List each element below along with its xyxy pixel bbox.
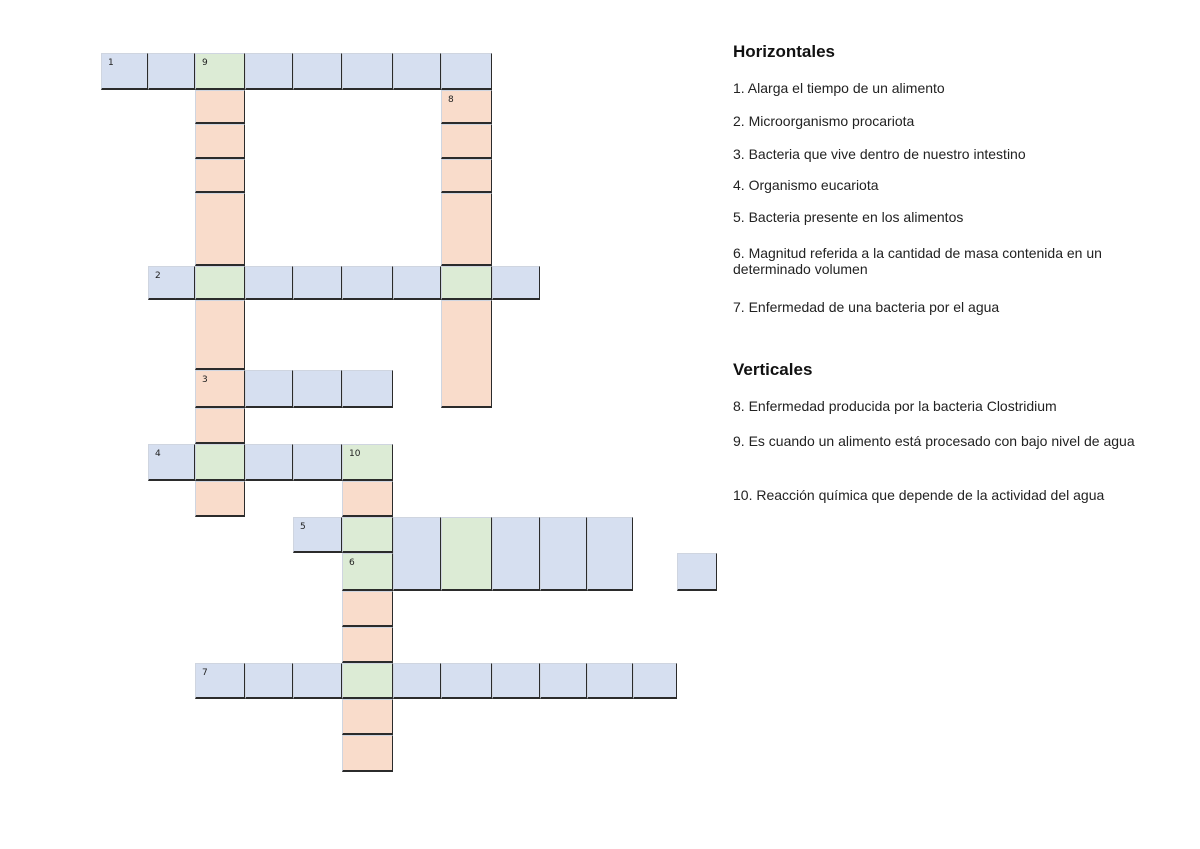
clue-v10: 10. Reacción química que depende de la actividad del agua — [733, 487, 1105, 503]
crossword-cell[interactable] — [293, 444, 342, 481]
crossword-cell[interactable] — [195, 124, 245, 159]
crossword-cell[interactable] — [441, 53, 492, 90]
vertical-heading: Verticales — [733, 360, 813, 379]
crossword-cell[interactable] — [293, 53, 342, 90]
crossword-cell[interactable] — [441, 663, 492, 699]
crossword-cell[interactable] — [342, 481, 393, 517]
crossword-cell[interactable] — [293, 517, 342, 553]
crossword-cell[interactable] — [492, 266, 540, 300]
crossword-cell[interactable] — [245, 53, 293, 90]
crossword-cell[interactable] — [393, 663, 441, 699]
cell-number: 6 — [349, 558, 355, 568]
crossword-cell[interactable] — [342, 591, 393, 627]
crossword-cell[interactable] — [492, 517, 540, 591]
crossword-cell[interactable] — [195, 408, 245, 444]
crossword-cell[interactable] — [393, 53, 441, 90]
crossword-cell[interactable] — [441, 193, 492, 266]
horizontal-heading: Horizontales — [733, 42, 836, 61]
crossword-cell[interactable] — [245, 444, 293, 481]
crossword-cell[interactable] — [441, 159, 492, 193]
clue-v9: 9. Es cuando un alimento está procesado con bajo nivel de agua — [733, 433, 1135, 449]
cell-number: 7 — [202, 668, 208, 678]
cell-number: 4 — [155, 449, 161, 459]
cell-number: 2 — [155, 271, 161, 281]
crossword-cell[interactable] — [540, 517, 587, 591]
crossword-cell[interactable] — [342, 735, 393, 772]
cell-number: 9 — [202, 58, 208, 68]
crossword-cell[interactable] — [195, 90, 245, 124]
crossword-cell[interactable] — [441, 300, 492, 408]
clue-h2: 2. Microorganismo procariota — [733, 113, 915, 129]
clue-h5: 5. Bacteria presente en los alimentos — [733, 209, 964, 225]
crossword-cell[interactable] — [492, 663, 540, 699]
crossword-cell[interactable] — [393, 517, 441, 591]
crossword-cell[interactable] — [540, 663, 587, 699]
crossword-cell[interactable] — [633, 663, 677, 699]
crossword-cell[interactable] — [293, 370, 342, 408]
clue-h1: 1. Alarga el tiempo de un alimento — [733, 80, 945, 96]
clue-h3: 3. Bacteria que vive dentro de nuestro intestino — [733, 146, 1026, 162]
crossword-cell[interactable] — [441, 266, 492, 300]
clue-h6: 6. Magnitud referida a la cantidad de masa contenida en un determinado volumen — [733, 245, 1102, 277]
crossword-cell[interactable] — [195, 53, 245, 90]
crossword-cell[interactable] — [245, 266, 293, 300]
clue-v8: 8. Enfermedad producida por la bacteria Clostridium — [733, 398, 1057, 414]
crossword-cell[interactable] — [441, 517, 492, 591]
crossword-cell[interactable] — [441, 124, 492, 159]
crossword-cell[interactable] — [587, 517, 633, 591]
crossword-cell[interactable] — [342, 627, 393, 663]
crossword-cell[interactable] — [342, 553, 393, 591]
clue-h4: 4. Organismo eucariota — [733, 177, 879, 193]
crossword-cell[interactable] — [195, 193, 245, 266]
crossword-cell[interactable] — [342, 663, 393, 699]
crossword-cell[interactable] — [195, 159, 245, 193]
crossword-cell[interactable] — [195, 370, 245, 408]
crossword-cell[interactable] — [342, 370, 393, 408]
crossword-cell[interactable] — [195, 300, 245, 370]
crossword-cell[interactable] — [245, 663, 293, 699]
crossword-cell[interactable] — [293, 663, 342, 699]
crossword-cell[interactable] — [342, 53, 393, 90]
crossword-cell[interactable] — [245, 370, 293, 408]
crossword-cell[interactable] — [677, 553, 717, 591]
crossword-cell[interactable] — [195, 444, 245, 481]
cell-number: 1 — [108, 58, 114, 68]
crossword-cell[interactable] — [148, 53, 195, 90]
cell-number: 5 — [300, 522, 306, 532]
clue-h7: 7. Enfermedad de una bacteria por el agua — [733, 299, 1000, 315]
crossword-cell[interactable] — [342, 444, 393, 481]
crossword-cell[interactable] — [342, 517, 393, 553]
crossword-cell[interactable] — [148, 444, 195, 481]
crossword-cell[interactable] — [441, 90, 492, 124]
crossword-cell[interactable] — [342, 699, 393, 735]
crossword-cell[interactable] — [195, 266, 245, 300]
crossword-cell[interactable] — [195, 663, 245, 699]
crossword-cell[interactable] — [101, 53, 148, 90]
cell-number: 10 — [349, 449, 361, 459]
crossword-cell[interactable] — [293, 266, 342, 300]
cell-number: 8 — [448, 95, 454, 105]
crossword-cell[interactable] — [342, 266, 393, 300]
crossword-cell[interactable] — [587, 663, 633, 699]
crossword-cell[interactable] — [148, 266, 195, 300]
crossword-cell[interactable] — [195, 481, 245, 517]
crossword-cell[interactable] — [393, 266, 441, 300]
cell-number: 3 — [202, 375, 208, 385]
